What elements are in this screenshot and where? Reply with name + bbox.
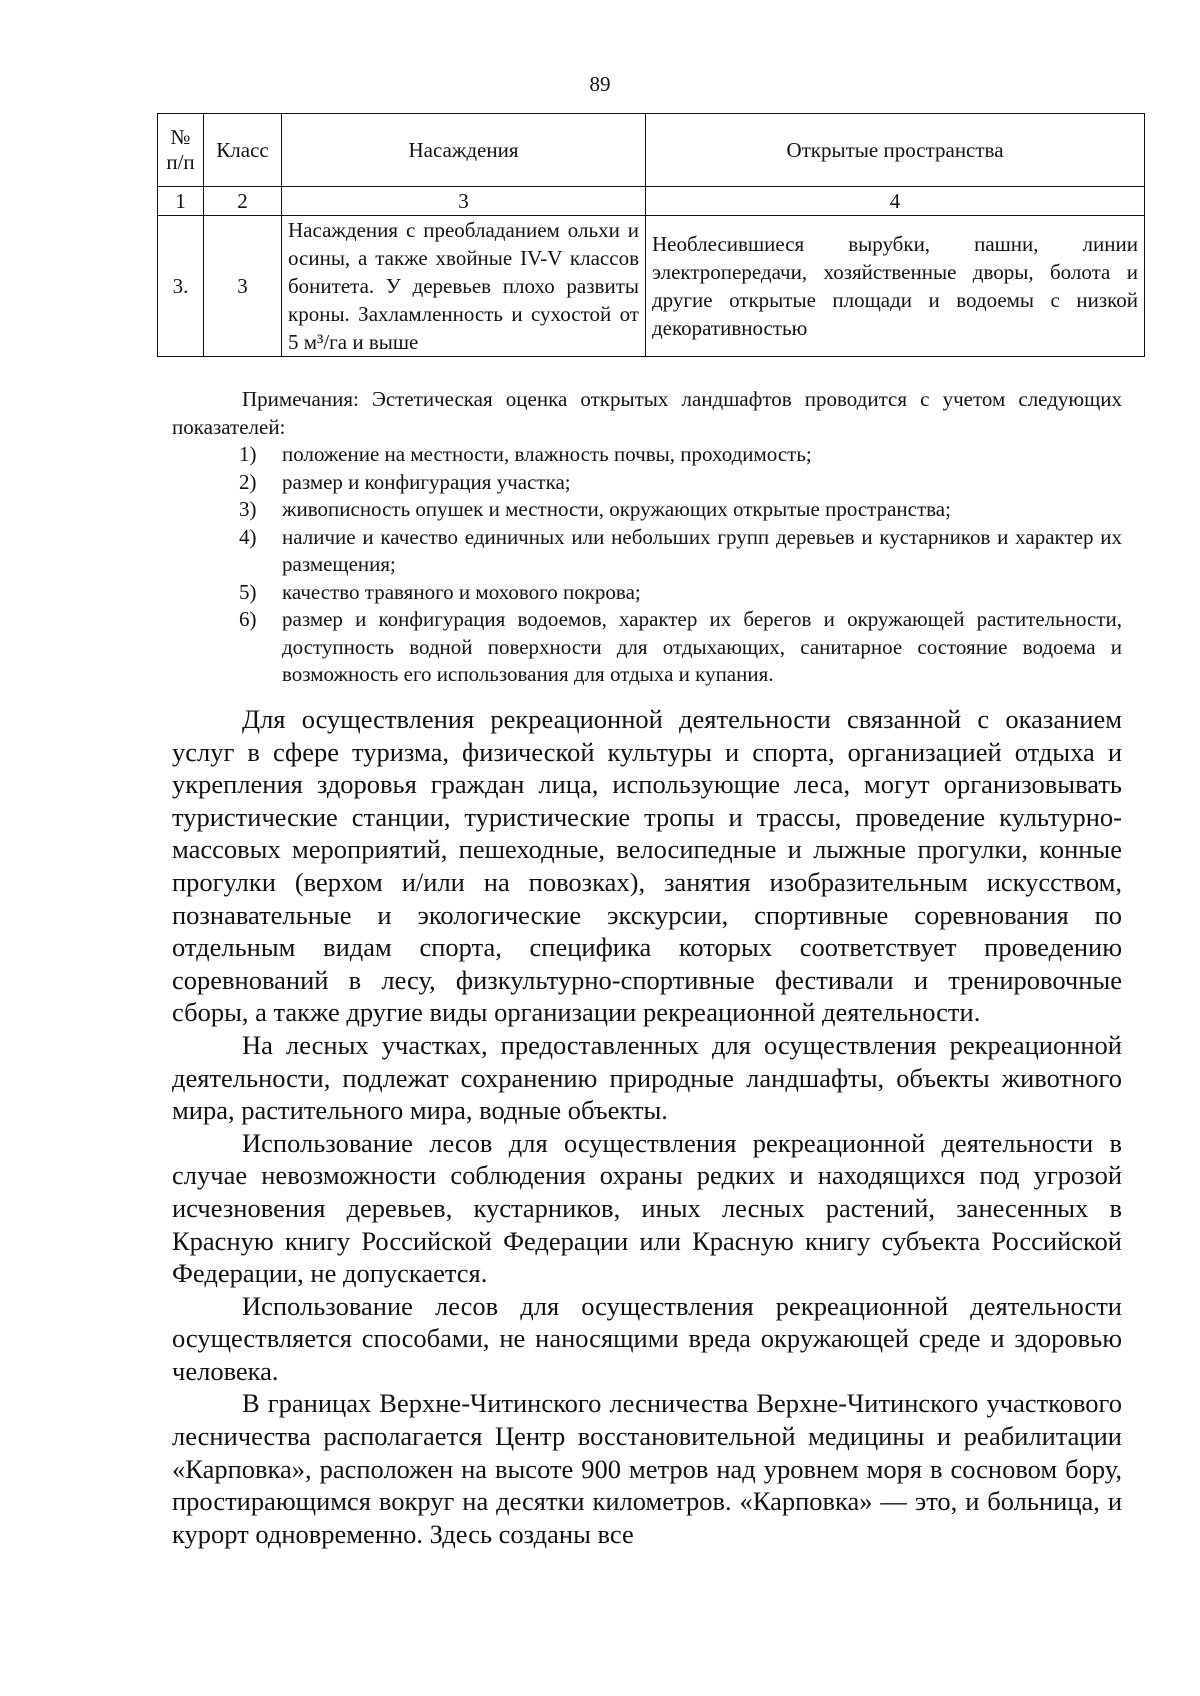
- header-open-spaces: Открытые пространства: [646, 114, 1145, 187]
- column-number: 4: [646, 187, 1145, 216]
- notes-list: [172, 441, 1122, 689]
- notes-intro: Примечания: Эстетическая оценка открытых ландшафтов проводится с учетом следующих показателей:: [172, 387, 1122, 439]
- row-open-spaces: Необлесившиеся вырубки, пашни, линии электропередачи, хозяйственные дворы, болота и другие открытые площади и водоемы с низкой декоративностью: [646, 216, 1145, 357]
- list-item-text: наличие и качество единичных или небольших групп деревьев и кустарников и характер их размещения;: [282, 524, 1122, 576]
- paragraph: На лесных участках, предоставленных для осуществления рекреационной деятельности, подлежат сохранению природные ландшафты, объекты животного мира, растительного мира, водные объекты.: [172, 1029, 1122, 1126]
- header-number: [158, 114, 204, 187]
- paragraph: Для осуществления рекреационной деятельности связанной с оказанием услуг в сфере туризма, физической культуры и спорта, организацией отдыха и укрепления здоровья граждан лица, использующие леса, могут организовывать туристические станции, туристические тропы и трассы, проведение культурно-массовых мероприятий, пешеходные, велосипедные и лыжные прогулки, конные прогулки (верхом и/или на повозках), занятия изобразительным искусством, познавательные и экологические экскурсии, спортивные соревнования по отдельным видам спорта, специфика которых соответствует проведению соревнований в лесу, физкультурно-спортивные фестивали и тренировочные сборы, а также другие виды организации рекреационной деятельности.: [172, 704, 1122, 1028]
- aesthetic-assessment-table: [157, 113, 1145, 357]
- column-number-row: [158, 187, 1145, 216]
- header-class: Класс: [204, 114, 282, 187]
- column-number: 2: [204, 187, 282, 216]
- list-item-number: 2): [239, 469, 257, 494]
- row-plantings: Насаждения с преобладанием ольхи и осины, а также хвойные IV-V классов бонитета. У деревьев плохо развиты кроны. Захламленность и сухостой от 5 м³/га и выше: [282, 216, 646, 357]
- list-item-number: 5): [239, 579, 257, 604]
- row-index: 3.: [158, 216, 204, 357]
- list-item-text: живописность опушек и местности, окружающих открытые пространства;: [282, 497, 951, 521]
- list-item-number: 6): [239, 607, 257, 631]
- body-text: [172, 703, 1122, 1550]
- list-item-text: размер и конфигурация участка;: [282, 469, 571, 494]
- list-item: [172, 606, 1122, 689]
- column-number: 1: [158, 187, 204, 216]
- notes-section: [172, 386, 1122, 689]
- list-item: [172, 579, 1122, 607]
- list-item-text: качество травяного и мохового покрова;: [282, 579, 641, 604]
- list-item: [172, 524, 1122, 579]
- header-number-part: №: [170, 125, 191, 149]
- header-plantings: Насаждения: [282, 114, 646, 187]
- row-class: 3: [204, 216, 282, 357]
- paragraph: Использование лесов для осуществления рекреационной деятельности в случае невозможности соблюдения охраны редких и находящихся под угрозой исчезновения деревьев, кустарников, иных лесных растений, занесенных в Красную книгу Российской Федерации или Красную книгу субъекта Российской Федерации, не допускается.: [172, 1127, 1122, 1289]
- list-item-text: размер и конфигурация водоемов, характер их берегов и окружающей растительности, доступность водной поверхности для отдыхающих, санитарное состояние водоема и возможность его использования для отдыха и купания.: [282, 607, 1122, 686]
- list-item: [172, 496, 1122, 524]
- column-number: 3: [282, 187, 646, 216]
- list-item-number: 4): [239, 524, 257, 549]
- paragraph: В границах Верхне-Читинского лесничества Верхне-Читинского участкового лесничества располагается Центр восстановительной медицины и реабилитации «Карповка», расположен на высоте 900 метров над уровнем моря в сосновом бору, простирающимся вокруг на десятки километров. «Карповка» — это, и больница, и курорт одновременно. Здесь созданы все: [172, 1388, 1122, 1549]
- list-item-number: 1): [239, 442, 257, 466]
- list-item: [172, 469, 1122, 497]
- list-item-number: 3): [239, 497, 257, 521]
- table-header-row: [158, 114, 1145, 187]
- paragraph: Использование лесов для осуществления рекреационной деятельности осуществляется способами, не наносящими вреда окружающей среде и здоровью человека.: [172, 1290, 1122, 1386]
- header-number-part: п/п: [166, 150, 195, 174]
- list-item: [172, 441, 1122, 469]
- list-item-text: положение на местности, влажность почвы, проходимость;: [282, 442, 812, 466]
- page-number: 89: [589, 72, 611, 96]
- table-row: [158, 216, 1145, 357]
